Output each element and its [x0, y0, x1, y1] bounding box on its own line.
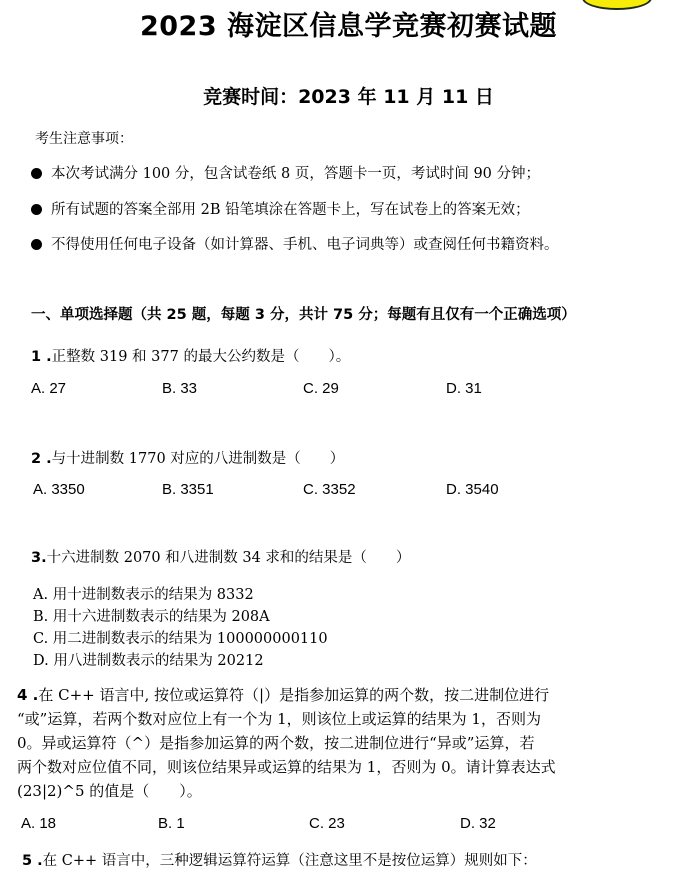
- option-b: B. 1: [158, 815, 185, 832]
- question-number: 4 .: [17, 686, 39, 704]
- page-title: 2023 海淀区信息学竞赛初赛试题: [139, 11, 558, 42]
- option-b: B. 3351: [162, 481, 214, 498]
- note-item: [31, 233, 559, 254]
- question-text-line: “或”运算，若两个数对应位上有一个为 1，则该位上或运算的结果为 1，否则为: [17, 710, 541, 728]
- bullet-icon: [31, 168, 42, 179]
- option-c: C. 29: [303, 380, 339, 397]
- note-item: [31, 162, 540, 183]
- question-4: [17, 684, 549, 705]
- question-2: [31, 447, 344, 468]
- question-number: 1 .: [31, 349, 52, 365]
- section-heading: 一、单项选择题（共 25 题，每题 3 分，共计 75 分；每题有且仅有一个正确选项）: [31, 307, 576, 323]
- question-number: 3.: [31, 550, 47, 566]
- option-a: A. 用十进制数表示的结果为 8332: [33, 587, 254, 603]
- question-3: [31, 546, 410, 567]
- option-d: D. 3540: [446, 481, 499, 498]
- note-item: [31, 198, 530, 219]
- option-a: A. 18: [21, 815, 57, 832]
- option-c: C. 23: [309, 815, 345, 832]
- question-text: 正整数 319 和 377 的最大公约数是（ ）。: [51, 349, 351, 365]
- bullet-icon: [31, 204, 42, 215]
- notes-heading: 考生注意事项：: [35, 131, 133, 147]
- option-c: C. 用二进制数表示的结果为 100000000110: [33, 631, 328, 647]
- question-1: [31, 345, 350, 366]
- option-b: B. 用十六进制数表示的结果为 208A: [33, 609, 270, 625]
- option-a: A. 27: [31, 380, 67, 397]
- option-d: D. 31: [446, 380, 482, 397]
- note-text: 所有试题的答案全部用 2B 铅笔填涂在答题卡上，写在试卷上的答案无效；: [51, 202, 530, 218]
- exam-date: 竞赛时间：2023 年 11 月 11 日: [203, 86, 494, 108]
- question-text: 与十进制数 1770 对应的八进制数是（ ）: [51, 451, 345, 467]
- question-number: 2 .: [31, 451, 52, 467]
- question-text: 在 C++ 语言中，三种逻辑运算符运算（注意这里不是按位运算）规则如下：: [42, 853, 537, 869]
- option-d: D. 32: [460, 815, 496, 832]
- note-text: 本次考试满分 100 分，包含试卷纸 8 页，答题卡一页，考试时间 90 分钟；: [51, 166, 541, 182]
- question-text-line: 0。异或运算符（^）是指参加运算的两个数，按二进制位进行“异或”运算，若: [17, 734, 535, 752]
- question-text-line: (23|2)^5 的值是（ ）。: [17, 782, 202, 800]
- note-text: 不得使用任何电子设备（如计算器、手机、电子词典等）或查阅任何书籍资料。: [51, 237, 559, 253]
- option-b: B. 33: [162, 380, 198, 397]
- option-a: A. 3350: [33, 481, 85, 498]
- option-c: C. 3352: [303, 481, 356, 498]
- option-d: D. 用八进制数表示的结果为 20212: [33, 653, 264, 669]
- question-text-line: 两个数对应位值不同，则该位结果异或运算的结果为 1，否则为 0。请计算表达式: [17, 758, 556, 776]
- question-5: [22, 849, 537, 870]
- question-text-line: 在 C++ 语言中, 按位或运算符（|）是指参加运算的两个数，按二进制位进行: [38, 686, 550, 704]
- bullet-icon: [31, 239, 42, 250]
- question-number: 5 .: [22, 853, 43, 869]
- question-text: 十六进制数 2070 和八进制数 34 求和的结果是（ ）: [46, 550, 411, 566]
